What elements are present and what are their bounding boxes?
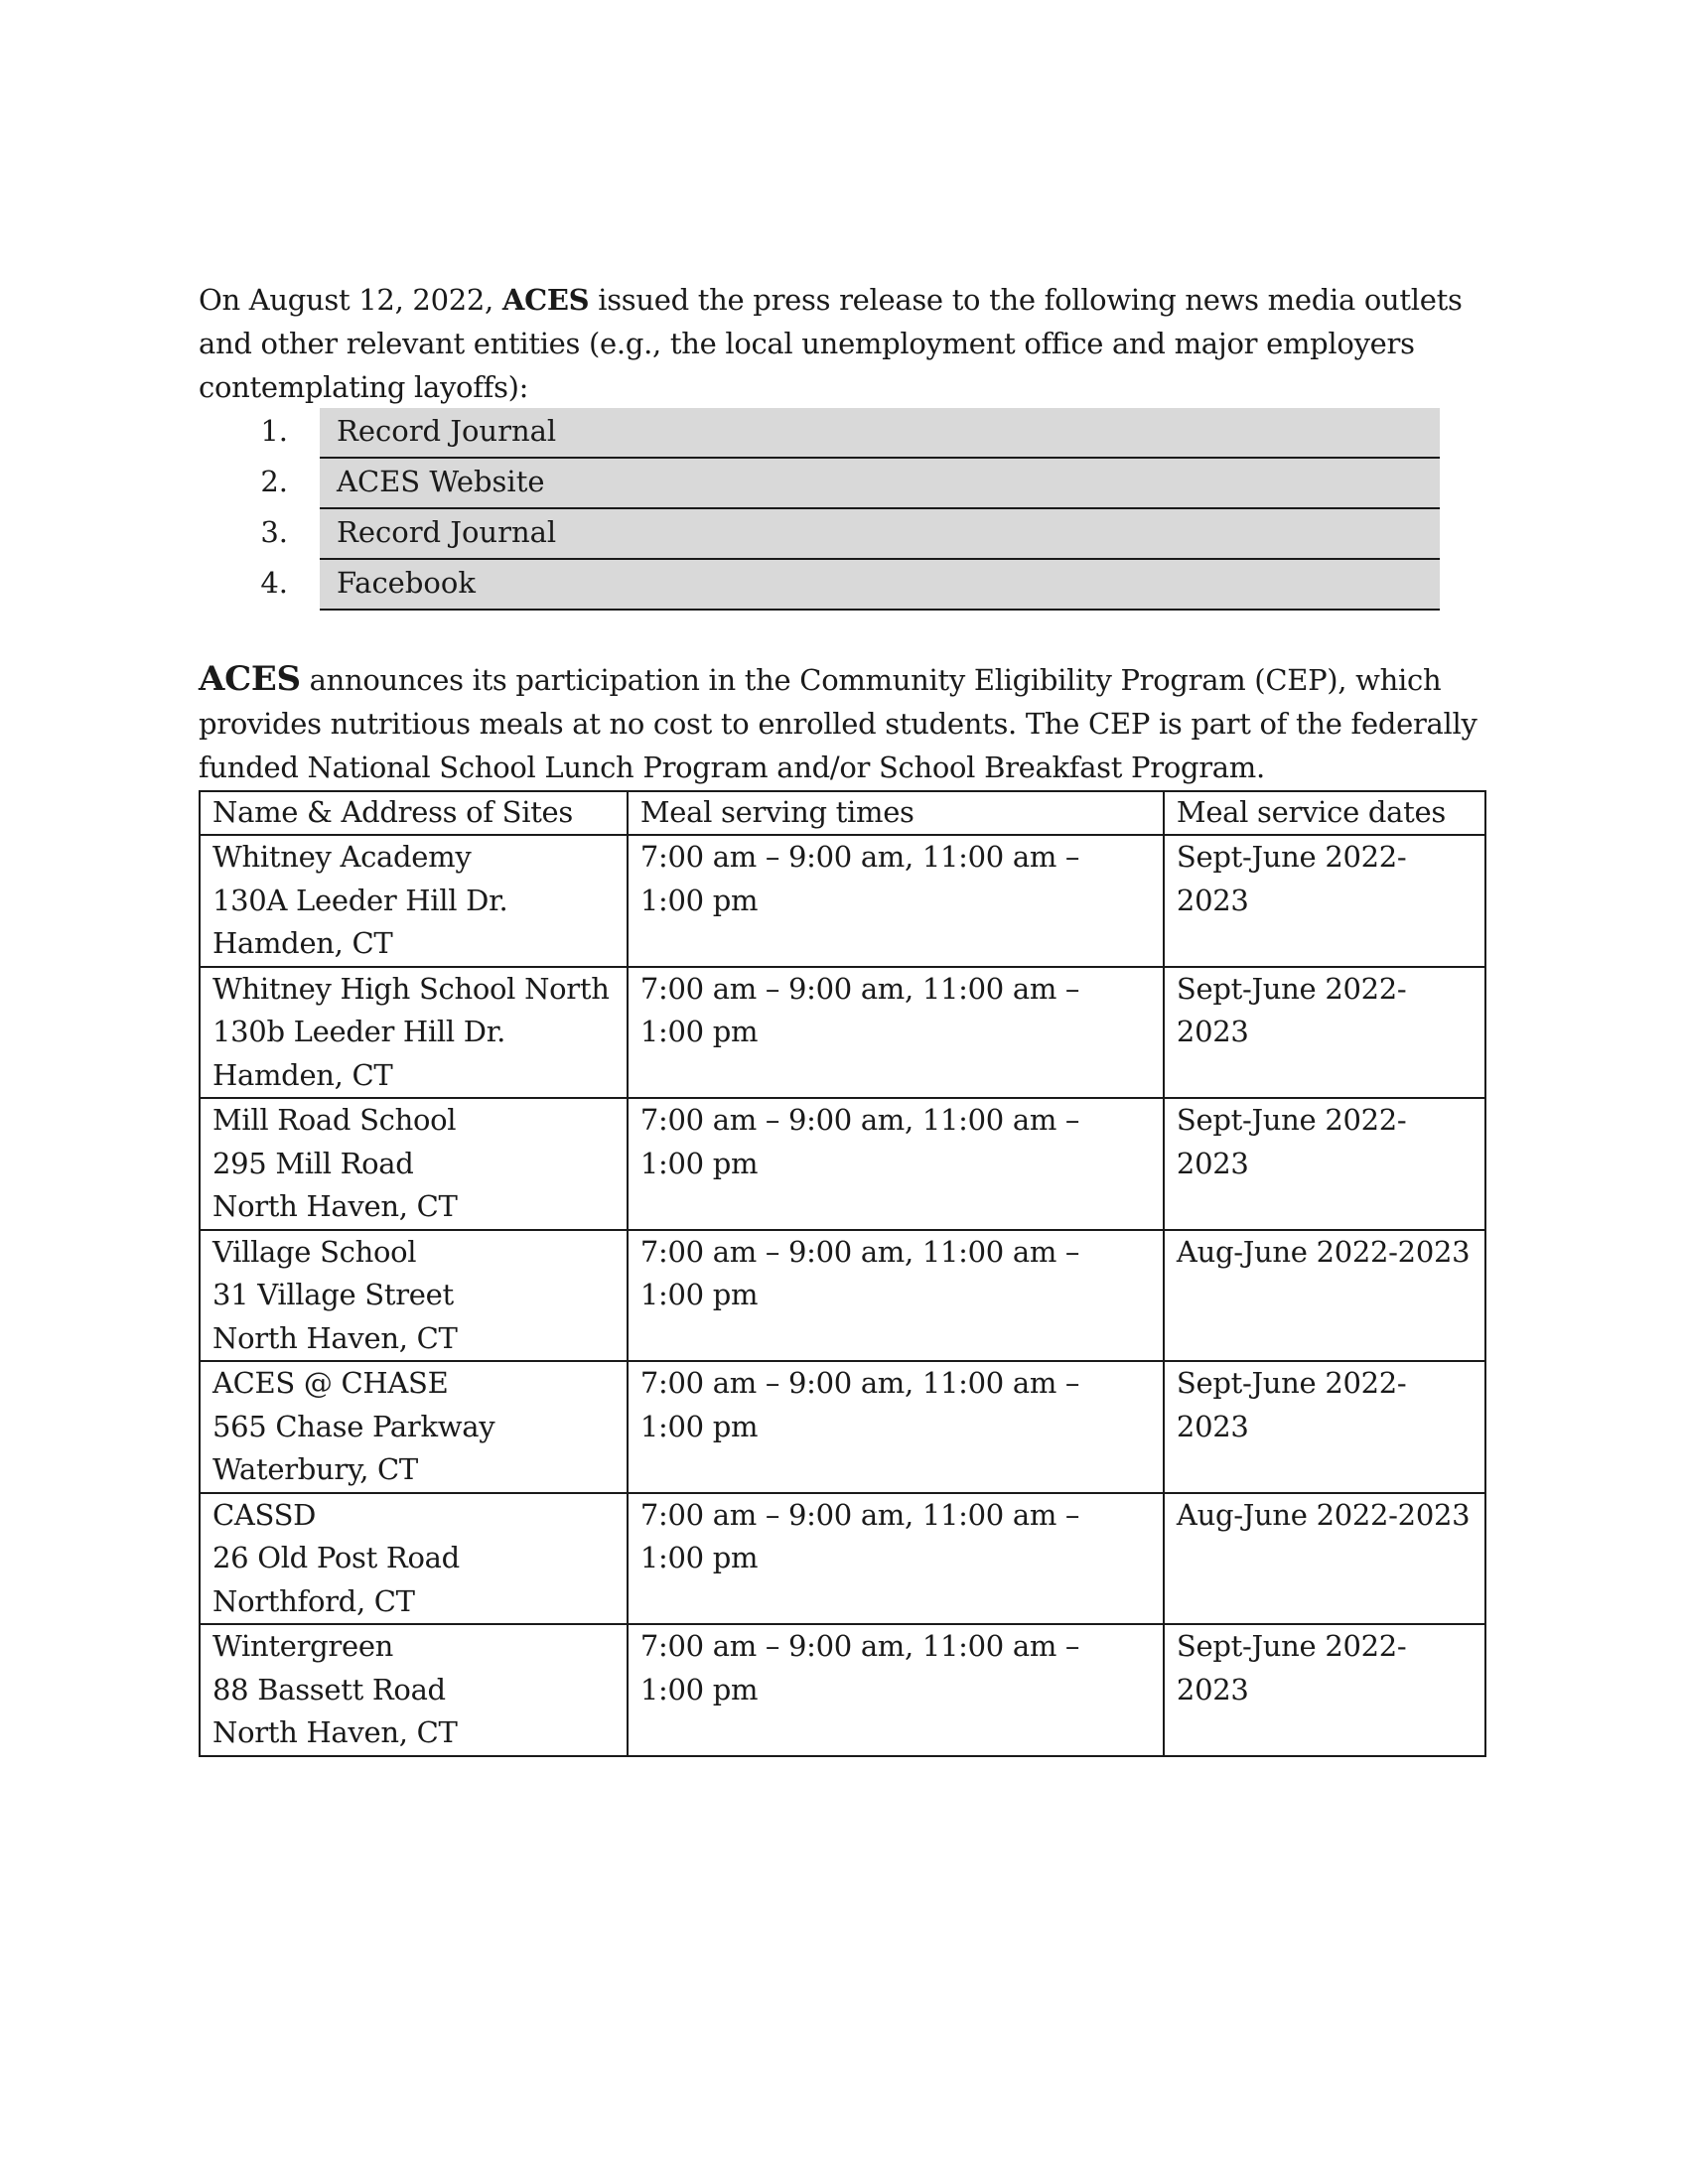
cep-text: announces its participation in the Community Eligibility Program (CEP), which provides nutritious meals at no cost to enrolled students. The CEP is part of the federally funded National School Lunch Program and/or School Breakfast Program.: [199, 663, 1477, 784]
site-cell: [200, 967, 628, 1099]
site-cell: [200, 835, 628, 967]
site-name: Village School: [212, 1234, 417, 1269]
table-row: [200, 1361, 1485, 1493]
cep-org: ACES: [199, 659, 301, 699]
table-row: [200, 1493, 1485, 1625]
site-name: Wintergreen: [212, 1629, 394, 1663]
site-city: North Haven, CT: [212, 1189, 458, 1223]
list-item-bar: [320, 560, 1440, 611]
intro-prefix: On August 12, 2022,: [199, 283, 502, 317]
table-row: [200, 1624, 1485, 1756]
times-cell: 7:00 am – 9:00 am, 11:00 am – 1:00 pm: [628, 1624, 1164, 1756]
site-cell: [200, 1098, 628, 1230]
times-cell: 7:00 am – 9:00 am, 11:00 am – 1:00 pm: [628, 1361, 1164, 1493]
list-item-bar: [320, 459, 1440, 509]
table-row: [200, 1230, 1485, 1362]
dates-cell: Sept-June 2022-2023: [1164, 1624, 1485, 1756]
dates-cell: Aug-June 2022-2023: [1164, 1493, 1485, 1625]
site-cell: [200, 1361, 628, 1493]
meal-sites-table: [199, 790, 1486, 1757]
site-name: Mill Road School: [212, 1103, 457, 1137]
list-item-number: 2.: [260, 465, 288, 498]
dates-cell: Aug-June 2022-2023: [1164, 1230, 1485, 1362]
list-item-label: Record Journal: [337, 414, 557, 448]
site-cell: [200, 1230, 628, 1362]
list-item-label: Record Journal: [337, 515, 557, 549]
table-row: [200, 1098, 1485, 1230]
header-times: Meal serving times: [628, 791, 1164, 835]
site-city: North Haven, CT: [212, 1320, 458, 1355]
site-name: ACES @ CHASE: [212, 1366, 449, 1400]
list-item: [248, 408, 1440, 459]
list-item-number: 4.: [260, 566, 288, 600]
dates-cell: Sept-June 2022-2023: [1164, 835, 1485, 967]
table-row: [200, 835, 1485, 967]
site-street: 31 Village Street: [212, 1278, 454, 1311]
site-name: CASSD: [212, 1497, 317, 1532]
times-cell: 7:00 am – 9:00 am, 11:00 am – 1:00 pm: [628, 1230, 1164, 1362]
intro-org: ACES: [501, 283, 590, 317]
times-cell: 7:00 am – 9:00 am, 11:00 am – 1:00 pm: [628, 1493, 1164, 1625]
site-street: 26 Old Post Road: [212, 1541, 460, 1574]
dates-cell: Sept-June 2022-2023: [1164, 967, 1485, 1099]
times-cell: 7:00 am – 9:00 am, 11:00 am – 1:00 pm: [628, 1098, 1164, 1230]
list-item-label: Facebook: [337, 566, 476, 600]
dates-cell: Sept-June 2022-2023: [1164, 1098, 1485, 1230]
intro-suffix: issued the press release to the following news media outlets and other relevant entities (e.g., the local unemployment office and major employers contemplating layoffs):: [199, 283, 1463, 404]
site-city: Waterbury, CT: [212, 1452, 418, 1486]
site-cell: [200, 1624, 628, 1756]
list-item: [248, 459, 1440, 509]
site-street: 88 Bassett Road: [212, 1672, 446, 1706]
list-item: [248, 560, 1440, 611]
times-cell: 7:00 am – 9:00 am, 11:00 am – 1:00 pm: [628, 967, 1164, 1099]
table-header-row: [200, 791, 1485, 835]
cep-paragraph: [199, 657, 1489, 789]
list-item-label: ACES Website: [337, 465, 545, 498]
intro-paragraph: [199, 278, 1489, 409]
site-name: Whitney High School North: [212, 971, 610, 1006]
site-cell: [200, 1493, 628, 1625]
list-item-bar: [320, 509, 1440, 560]
site-street: 295 Mill Road: [212, 1146, 414, 1180]
site-name: Whitney Academy: [212, 840, 472, 874]
header-sites: Name & Address of Sites: [200, 791, 628, 835]
list-item-number: 1.: [260, 414, 288, 448]
list-item: [248, 509, 1440, 560]
times-cell: 7:00 am – 9:00 am, 11:00 am – 1:00 pm: [628, 835, 1164, 967]
site-city: Hamden, CT: [212, 1057, 393, 1092]
media-outlet-list: [248, 408, 1440, 611]
site-city: North Haven, CT: [212, 1715, 458, 1749]
site-city: Northford, CT: [212, 1583, 415, 1618]
site-street: 130b Leeder Hill Dr.: [212, 1015, 506, 1048]
site-street: 130A Leeder Hill Dr.: [212, 883, 508, 917]
list-item-bar: [320, 408, 1440, 459]
site-street: 565 Chase Parkway: [212, 1409, 495, 1443]
list-item-number: 3.: [260, 515, 288, 549]
table-row: [200, 967, 1485, 1099]
dates-cell: Sept-June 2022-2023: [1164, 1361, 1485, 1493]
header-dates: Meal service dates: [1164, 791, 1485, 835]
site-city: Hamden, CT: [212, 926, 393, 960]
